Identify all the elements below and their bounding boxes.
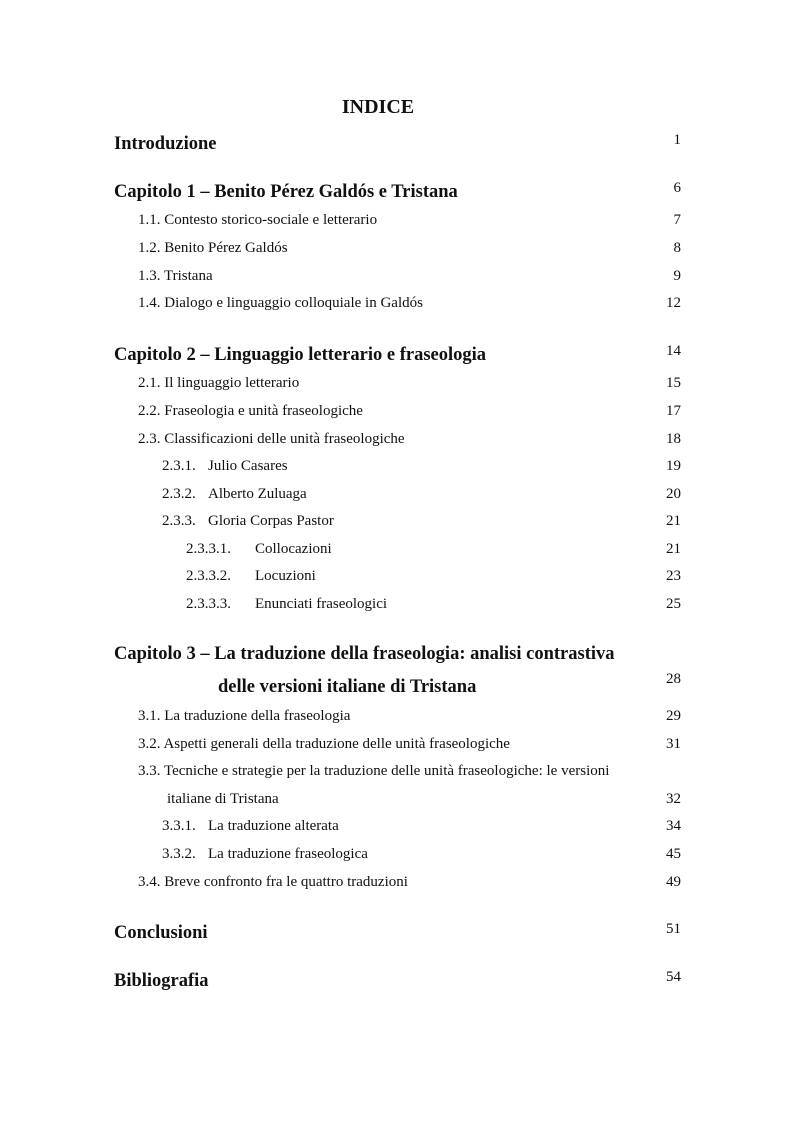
- toc-entry-title: [138, 404, 363, 419]
- toc-entry-title-line-2: delle versioni italiane di Tristana: [218, 677, 477, 697]
- toc-entry-page: 18: [666, 431, 681, 447]
- toc-entry-introduzione[interactable]: [0, 133, 794, 161]
- toc-entry-2-2[interactable]: [0, 404, 794, 432]
- toc-entry-3-3[interactable]: [0, 764, 794, 820]
- toc-entry-3-3-1[interactable]: [0, 819, 794, 847]
- toc-entry-title: Bibliografia: [114, 971, 209, 991]
- toc-entry-bibliografia[interactable]: [0, 970, 794, 998]
- toc-entry-text: Il linguaggio letterario: [164, 375, 300, 391]
- toc-entry-number: 2.3.2.: [162, 486, 196, 502]
- toc-entry-title: [162, 819, 339, 834]
- toc-entry-number: 3.1.: [138, 708, 161, 724]
- toc-entry-text: Gloria Corpas Pastor: [208, 513, 334, 529]
- toc-entry-page: 29: [666, 708, 681, 724]
- toc-entry-page: 8: [673, 240, 681, 256]
- toc-entry-number: 2.3.1.: [162, 458, 196, 474]
- toc-entry-title-line-2: italiane di Tristana: [167, 791, 279, 807]
- toc-entry-text: La traduzione della fraseologia: [164, 708, 351, 724]
- toc-entry-text: Fraseologia e unità fraseologiche: [164, 403, 363, 419]
- toc-entry-title: Conclusioni: [114, 923, 208, 943]
- toc-entry-title: [138, 241, 288, 256]
- toc-entry-title: Capitolo 2 – Linguaggio letterario e fraseologia: [114, 345, 487, 365]
- toc-entry-2-3-3-2[interactable]: [0, 569, 794, 597]
- toc-entry-title: [138, 213, 377, 228]
- toc-entry-title: Capitolo 1 – Benito Pérez Galdós e Tristana: [114, 182, 458, 202]
- toc-entry-page: 32: [666, 791, 681, 807]
- toc-entry-1-1[interactable]: [0, 213, 794, 241]
- toc-entry-number: 2.3.3.3.: [186, 596, 231, 612]
- toc-entry-page: 7: [673, 212, 681, 228]
- toc-entry-text: Classificazioni delle unità fraseologiche: [164, 431, 405, 447]
- toc-entry-number: 1.2.: [138, 240, 161, 256]
- toc-entry-number: 3.3.1.: [162, 818, 196, 834]
- toc-entry-number: 2.3.: [138, 431, 161, 447]
- toc-entry-capitolo-2[interactable]: [0, 344, 794, 372]
- toc-entry-title: [162, 487, 307, 502]
- toc-entry-page: 45: [666, 846, 681, 862]
- toc-entry-text: La traduzione fraseologica: [208, 846, 368, 862]
- toc-entry-title: [162, 847, 368, 862]
- toc-entry-number: 3.3.: [138, 763, 161, 779]
- toc-entry-text: Benito Pérez Galdós: [164, 240, 288, 256]
- toc-entry-number: 2.3.3.2.: [186, 568, 231, 584]
- toc-entry-page: 20: [666, 486, 681, 502]
- page-title: INDICE: [341, 96, 415, 118]
- toc-entry-3-4[interactable]: [0, 875, 794, 903]
- toc-entry-text: Breve confronto fra le quattro traduzioni: [164, 874, 408, 890]
- toc-entry-2-3-3-3[interactable]: [0, 597, 794, 625]
- toc-entry-2-3-3-1[interactable]: [0, 542, 794, 570]
- toc-entry-title: [138, 296, 423, 311]
- toc-entry-title: [138, 432, 405, 447]
- toc-entry-number: 3.3.2.: [162, 846, 196, 862]
- toc-entry-title-line-1: Capitolo 3 – La traduzione della fraseologia: analisi contrastiva: [114, 644, 615, 664]
- toc-entry-1-3[interactable]: [0, 269, 794, 297]
- toc-entry-page: 9: [673, 268, 681, 284]
- toc-entry-page: 34: [666, 818, 681, 834]
- toc-entry-number: 2.3.3.: [162, 513, 196, 529]
- toc-entry-page: 17: [666, 403, 681, 419]
- toc-entry-text: Alberto Zuluaga: [208, 486, 307, 502]
- toc-entry-text: Collocazioni: [255, 541, 332, 557]
- toc-entry-page: 49: [666, 874, 681, 890]
- toc-entry-text: La traduzione alterata: [208, 818, 339, 834]
- toc-entry-2-3-3[interactable]: [0, 514, 794, 542]
- toc-entry-title: [186, 542, 332, 557]
- toc-entry-number: 2.3.3.1.: [186, 541, 231, 557]
- toc-entry-title: [138, 376, 299, 391]
- toc-entry-text: Contesto storico-sociale e letterario: [164, 212, 378, 228]
- toc-entry-capitolo-1[interactable]: [0, 181, 794, 209]
- toc-entry-2-3[interactable]: [0, 432, 794, 460]
- toc-entry-3-2[interactable]: [0, 737, 794, 765]
- toc-entry-text: Tecniche e strategie per la traduzione delle unità fraseologiche: le versioni: [163, 763, 610, 779]
- toc-entry-page: 21: [666, 541, 681, 557]
- toc-entry-number: 1.3.: [138, 268, 161, 284]
- toc-entry-page: 54: [666, 969, 681, 985]
- toc-entry-page: 21: [666, 513, 681, 529]
- toc-entry-text: Dialogo e linguaggio colloquiale in Galdós: [164, 295, 423, 311]
- toc-entry-page: 25: [666, 596, 681, 612]
- toc-entry-number: 3.4.: [138, 874, 161, 890]
- toc-entry-2-3-1[interactable]: [0, 459, 794, 487]
- toc-entry-page: 51: [666, 921, 681, 937]
- toc-entry-page: 15: [666, 375, 681, 391]
- toc-entry-2-1[interactable]: [0, 376, 794, 404]
- toc-entry-number: 2.2.: [138, 403, 161, 419]
- toc-entry-page: 19: [666, 458, 681, 474]
- toc-entry-text: Enunciati fraseologici: [255, 596, 388, 612]
- toc-entry-page: 1: [673, 132, 681, 148]
- toc-entry-title: [186, 569, 316, 584]
- toc-entry-page: 6: [673, 180, 681, 196]
- toc-entry-page: 31: [666, 736, 681, 752]
- toc-entry-2-3-2[interactable]: [0, 487, 794, 515]
- toc-entry-number: 3.2.: [138, 736, 161, 752]
- toc-entry-page: 28: [666, 671, 681, 687]
- toc-entry-page: 23: [666, 568, 681, 584]
- toc-entry-3-3-2[interactable]: [0, 847, 794, 875]
- toc-entry-title: [138, 737, 510, 752]
- toc-entry-number: 2.1.: [138, 375, 161, 391]
- toc-entry-conclusioni[interactable]: [0, 922, 794, 950]
- toc-entry-title: [138, 269, 213, 284]
- toc-entry-text: Julio Casares: [208, 458, 288, 474]
- toc-entry-text: Locuzioni: [255, 568, 316, 584]
- toc-entry-capitolo-3[interactable]: [0, 645, 794, 701]
- toc-entry-page: 12: [666, 295, 681, 311]
- toc-entry-title-line-1: [138, 764, 609, 779]
- toc-entry-number: 1.4.: [138, 295, 161, 311]
- toc-entry-text: Tristana: [163, 268, 213, 284]
- toc-entry-number: 1.1.: [138, 212, 161, 228]
- toc-entry-text: Aspetti generali della traduzione delle unità fraseologiche: [163, 736, 510, 752]
- toc-entry-1-2[interactable]: [0, 241, 794, 269]
- toc-entry-title: [138, 875, 408, 890]
- toc-entry-title: Introduzione: [114, 134, 217, 154]
- toc-entry-title: [138, 709, 350, 724]
- toc-entry-title: [186, 597, 387, 612]
- toc-entry-3-1[interactable]: [0, 709, 794, 737]
- toc-entry-1-4[interactable]: [0, 296, 794, 324]
- toc-entry-title: [162, 459, 288, 474]
- toc-entry-page: 14: [666, 343, 681, 359]
- toc-entry-title: [162, 514, 334, 529]
